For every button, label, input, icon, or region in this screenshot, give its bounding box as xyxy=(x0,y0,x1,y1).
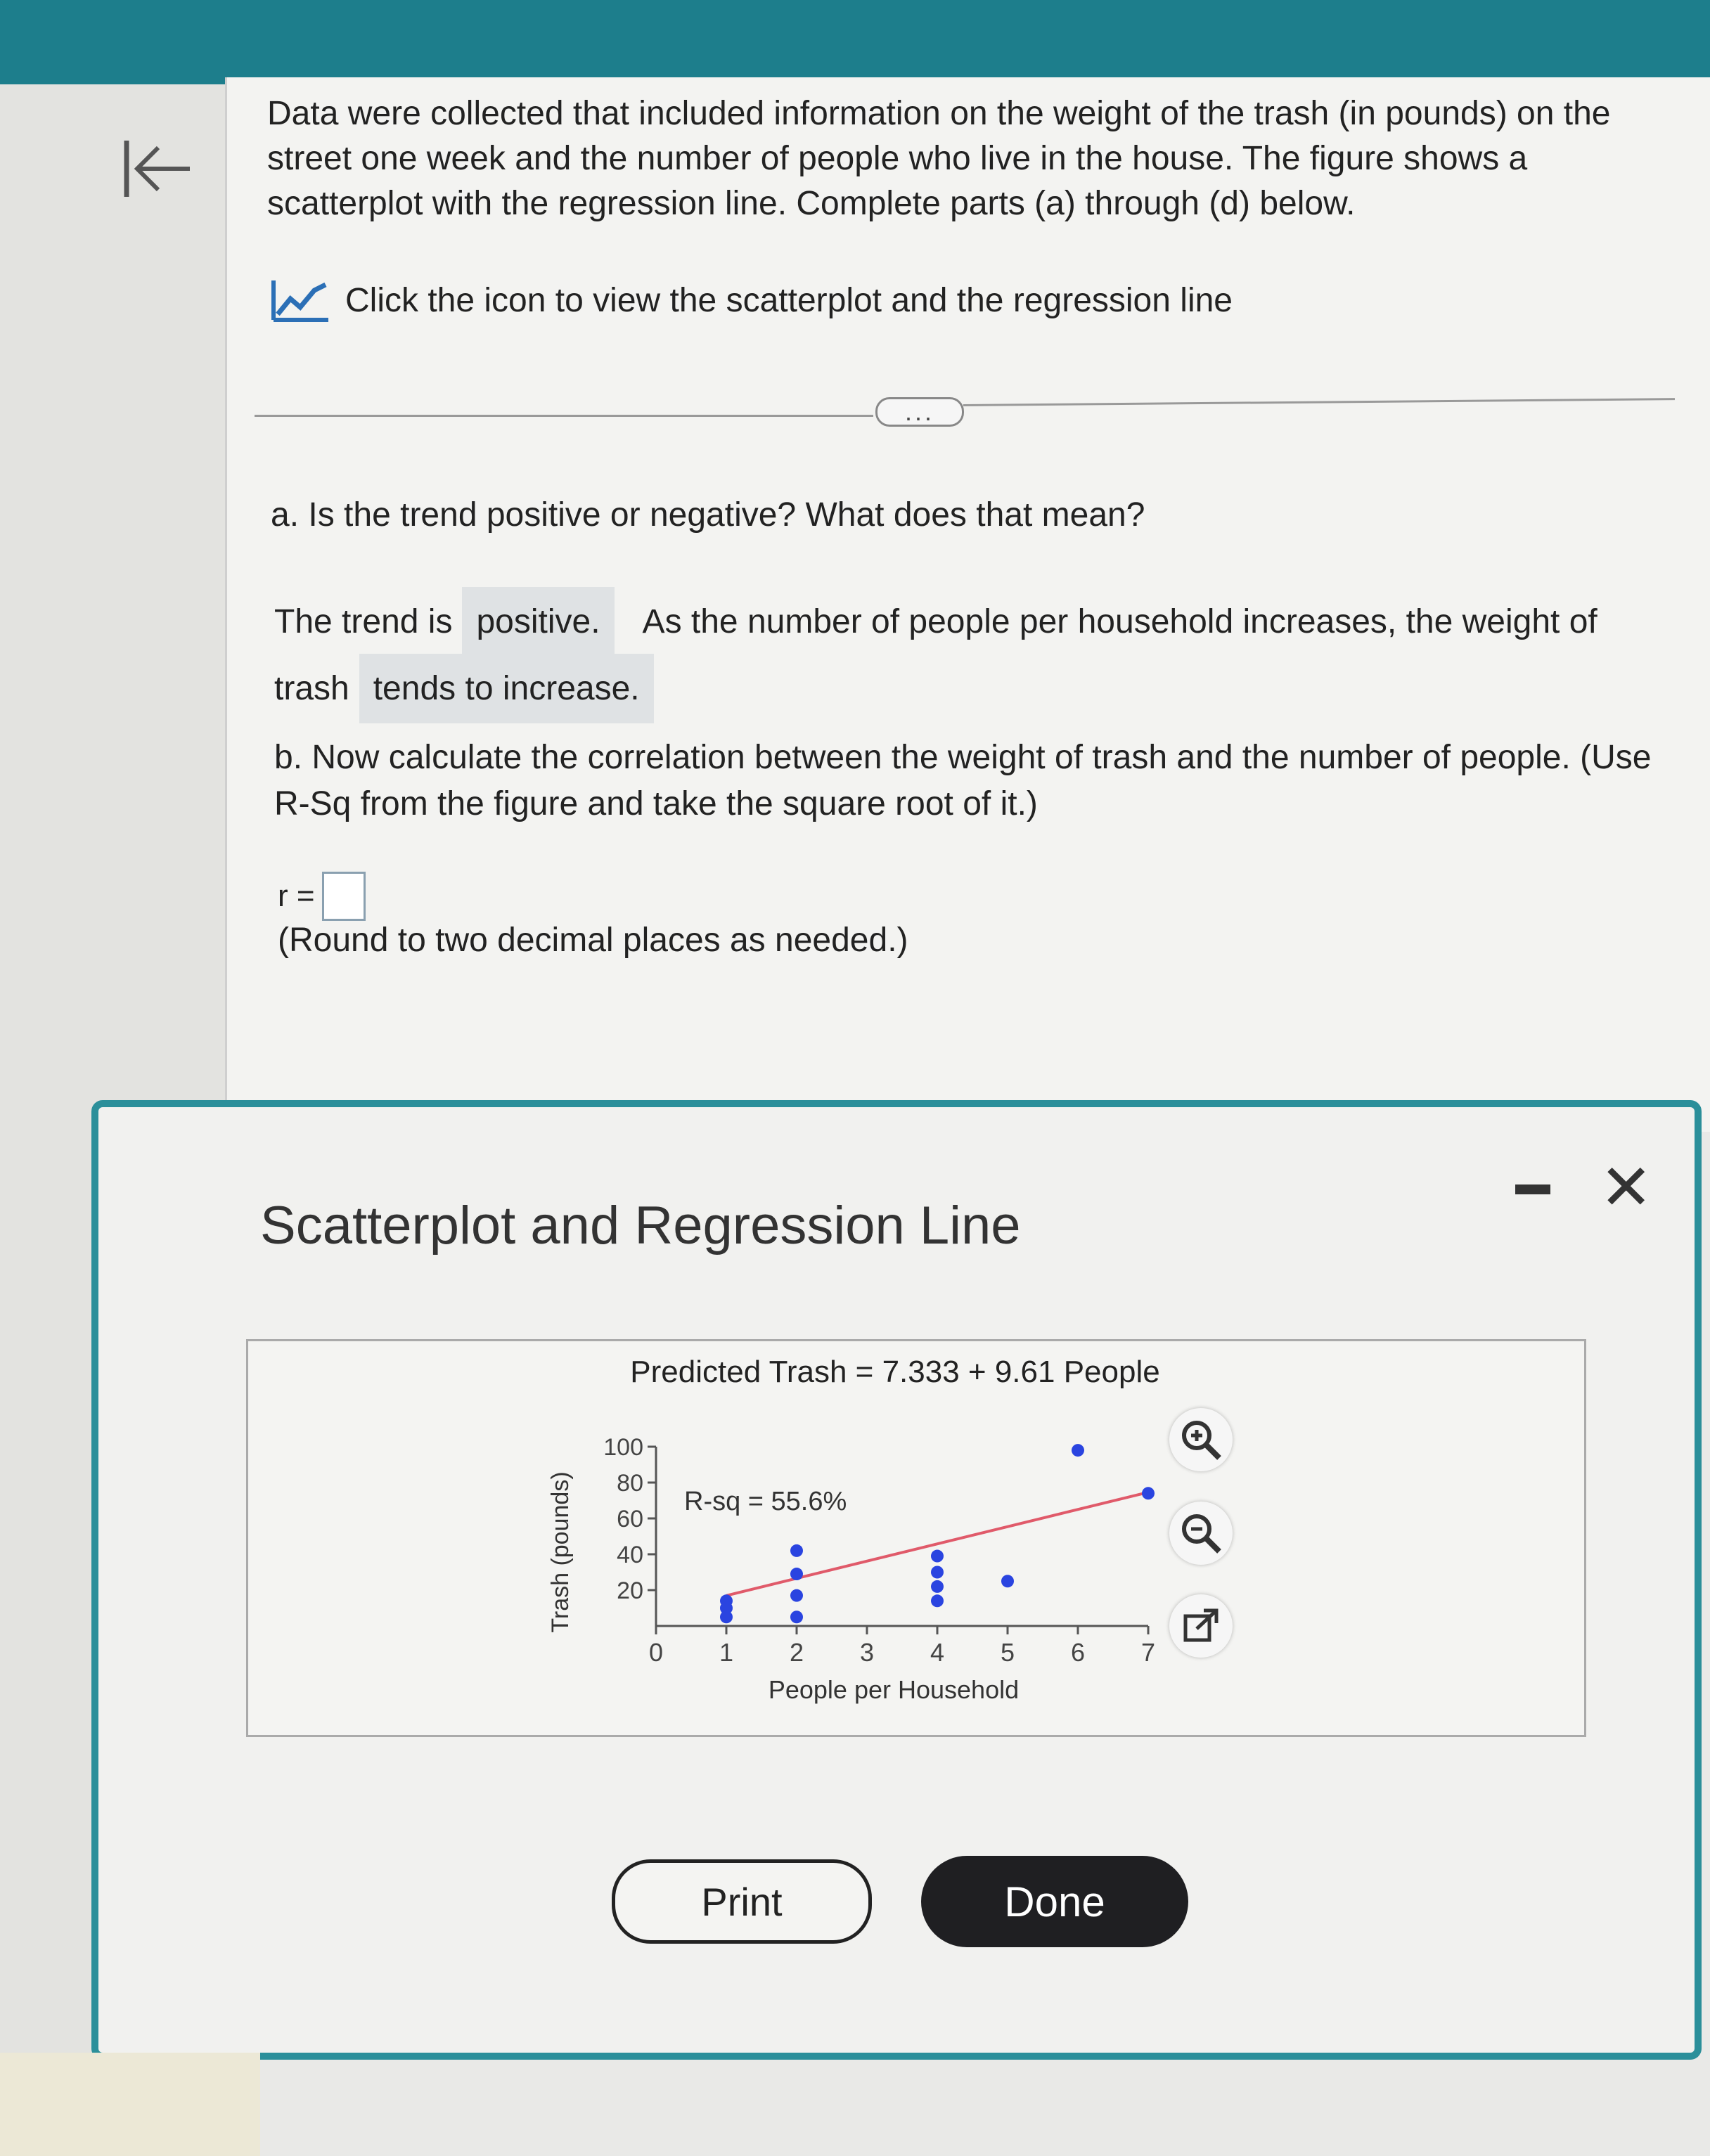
part-a-answer-row-1 xyxy=(274,587,1598,657)
x-tick-label: 3 xyxy=(859,1638,875,1667)
part-a-line2-prefix: trash xyxy=(274,670,349,707)
data-point xyxy=(1001,1575,1014,1587)
chart-title: Predicted Trash = 7.333 + 9.61 People xyxy=(630,1355,1160,1389)
view-chart-link-text[interactable]: Click the icon to view the scatterplot and the regression line xyxy=(345,281,1233,319)
data-point xyxy=(790,1544,803,1557)
x-tick-label: 2 xyxy=(789,1638,804,1667)
data-point xyxy=(931,1566,944,1579)
y-tick-label: 60 xyxy=(617,1506,643,1532)
r-answer-row xyxy=(278,872,366,921)
data-point xyxy=(720,1594,733,1607)
data-point xyxy=(790,1610,803,1623)
part-b-prompt: b. Now calculate the correlation between the weight of trash and the number of people. (Use R-Sq from the figure and take the square root of it.) xyxy=(274,739,1652,822)
zoom-out-icon[interactable] xyxy=(1169,1502,1233,1565)
back-arrow-icon[interactable] xyxy=(120,137,197,200)
data-point xyxy=(1142,1487,1155,1499)
view-chart-link[interactable] xyxy=(271,278,1233,323)
modal-title: Scatterplot and Regression Line xyxy=(260,1196,1021,1255)
data-point xyxy=(1072,1444,1084,1457)
y-tick-label: 100 xyxy=(603,1434,643,1461)
desk-background xyxy=(0,2053,260,2156)
part-a-answer-row-2 xyxy=(274,654,654,723)
data-point xyxy=(931,1550,944,1563)
top-bar xyxy=(0,0,1710,84)
x-tick-label: 4 xyxy=(930,1638,945,1667)
done-button[interactable]: Done xyxy=(921,1856,1188,1947)
part-a-prompt: a. Is the trend positive or negative? What does that mean? xyxy=(271,496,1145,534)
zoom-in-icon[interactable] xyxy=(1169,1408,1233,1471)
r-sq-annotation: R-sq = 55.6% xyxy=(684,1487,847,1516)
x-axis-label: People per Household xyxy=(768,1675,1020,1704)
y-tick-label: 40 xyxy=(617,1542,643,1568)
minimize-button[interactable] xyxy=(1515,1184,1550,1194)
divider-left xyxy=(255,415,873,417)
data-point xyxy=(931,1580,944,1593)
data-point xyxy=(790,1589,803,1602)
trend-answer-dropdown[interactable]: positive. xyxy=(462,587,614,657)
y-tick-label: 20 xyxy=(617,1577,643,1604)
data-point xyxy=(790,1568,803,1580)
meaning-answer-dropdown[interactable]: tends to increase. xyxy=(359,654,654,723)
data-point xyxy=(931,1594,944,1607)
x-tick-label: 1 xyxy=(719,1638,734,1667)
x-tick-label: 7 xyxy=(1140,1638,1156,1667)
x-tick-label: 6 xyxy=(1070,1638,1086,1667)
part-a-prefix: The trend is xyxy=(274,603,453,640)
x-tick-label: 5 xyxy=(1000,1638,1015,1667)
close-icon[interactable]: ✕ xyxy=(1600,1153,1653,1223)
expand-more-button[interactable]: ... xyxy=(875,397,964,427)
chart-container xyxy=(246,1339,1586,1737)
r-label: r = xyxy=(278,879,315,913)
y-tick-label: 80 xyxy=(617,1470,643,1497)
question-intro: Data were collected that included information on the weight of the trash (in pounds) on the street one week and the number of people who live in the house. The figure shows a scatterplot with the regression line. Complete parts (a) through (d) below. xyxy=(267,95,1611,222)
scatterplot-chart xyxy=(248,1341,1584,1735)
x-tick-label: 0 xyxy=(648,1638,664,1667)
open-external-icon[interactable] xyxy=(1169,1594,1233,1658)
rounding-note: (Round to two decimal places as needed.) xyxy=(278,922,908,959)
print-button[interactable]: Print xyxy=(612,1859,872,1944)
r-input[interactable] xyxy=(322,872,366,921)
scatterplot-modal xyxy=(91,1100,1702,2060)
chart-icon[interactable] xyxy=(271,278,330,323)
part-a-middle-text: As the number of people per household increases, the weight of xyxy=(642,603,1598,640)
y-axis-label: Trash (pounds) xyxy=(547,1471,574,1633)
